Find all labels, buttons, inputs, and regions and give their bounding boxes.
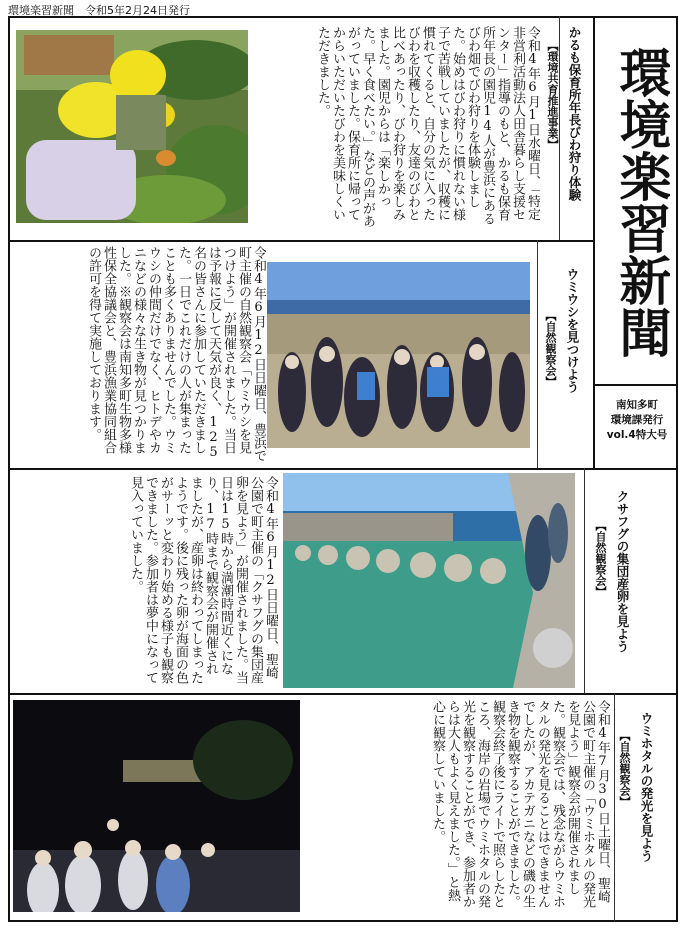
article-4-photo bbox=[13, 700, 300, 912]
article-1-body: 令和4年6月1日水曜日、「特定非営利活動法人田舎暮らし支援センター」指導のもと、かるも保育所年長の園児14人が豊浜にあるびわ畑でびわ狩りを体験しました。始めはびわ狩りに慣れない様子で苦戦していましたが、収穫に慣れてくると、自分の気に入ったびわを収穫したり、友達のびわと比べあったり、びわ狩りを楽しみました。園児からは「楽しかった。早く食べたい。」などの声があがっていました。保育所に帰ってからいただいたびわを美味しくいただきました。 bbox=[315, 26, 540, 228]
row-divider-1 bbox=[8, 240, 595, 242]
article-2-tag: 【自然観察会】 bbox=[544, 310, 557, 387]
loquat-picking-image bbox=[16, 30, 248, 223]
article-2-heading: ウミウシを見つけよう bbox=[565, 268, 580, 393]
department: 環境課発行 bbox=[610, 414, 664, 426]
row-divider-3 bbox=[8, 693, 678, 695]
headline-divider-3 bbox=[584, 468, 585, 693]
headline-divider-2 bbox=[537, 240, 538, 468]
headline-divider-1 bbox=[559, 16, 560, 240]
publisher: 南知多町 bbox=[616, 399, 658, 411]
article-1-heading: かるも保育所年長びわ狩り体験 bbox=[567, 26, 582, 201]
article-3-heading: クサフグの集団産卵を見よう bbox=[615, 490, 630, 653]
article-4-body: 令和4年7月30日土曜日、聖崎公園で町主催の「ウミホタルの発光を見よう」観察会が開催されました。観察会では、残念ながらウミホタルの発光を見ることはできませんでしたが、アカテガニなどの磯の生き物を観察することができました。観察会終了後にライトで照らしたところ、海岸の岩場でウミホタルの発光を観察することができ、参加者からは大人もよく見えました。」と熱心に観察していました。 bbox=[430, 700, 610, 908]
issue-info bbox=[598, 398, 676, 443]
sea-slug-crowd-image bbox=[267, 262, 530, 448]
article-4-heading: ウミホタルの発光を見よう bbox=[639, 712, 654, 862]
article-2-body: 令和4年6月12日日曜日、豊浜で町主催の自然観察会「ウミウシを見つけよう」が開催されました。当日は予報に反して天気が良く、125名の皆さんに参加していただきました。一日でこれだけの人が集まったことも多くありませんでした。ウミウシの仲間だけでなく、ヒトデやカニなどの様々な生き物が見つかりました。※観察会は南知多町生物多様性保全協議会と、豊浜漁業協同組合の許可を得て実施しております。 bbox=[86, 246, 266, 462]
article-3-photo bbox=[283, 473, 575, 688]
article-4-tag: 【自然観察会】 bbox=[618, 730, 631, 807]
headline-divider-4 bbox=[614, 693, 615, 922]
row-divider-2 bbox=[8, 468, 678, 470]
masthead-divider bbox=[593, 16, 595, 468]
volume: vol.4特大号 bbox=[606, 429, 668, 441]
article-3-tag: 【自然観察会】 bbox=[594, 520, 607, 597]
masthead-title: 環境楽習新聞 bbox=[610, 46, 670, 358]
article-3-body: 令和4年6月12日日曜日、聖崎公園で町主催の「クサフグの集団産卵を見よう」が開催されました。当日は15時から満潮時間近くになり、17時まで観察会が開催されましたが、産卵は終わってしまったようです。後に残った卵が海面の色がサーッと変わり始める様子も観察できました。参加者は夢中になって見入っていました。 bbox=[128, 476, 278, 684]
sea-firefly-night-image bbox=[13, 700, 300, 912]
article-2-photo bbox=[267, 262, 530, 448]
article-1-photo bbox=[16, 30, 248, 223]
issue-divider bbox=[593, 384, 678, 386]
newsletter-header: 環境楽習新聞 令和5年2月24日発行 bbox=[8, 4, 190, 17]
article-1-tag: 【環境共育推進事業】 bbox=[546, 40, 559, 150]
pufferfish-shore-image bbox=[283, 473, 575, 688]
